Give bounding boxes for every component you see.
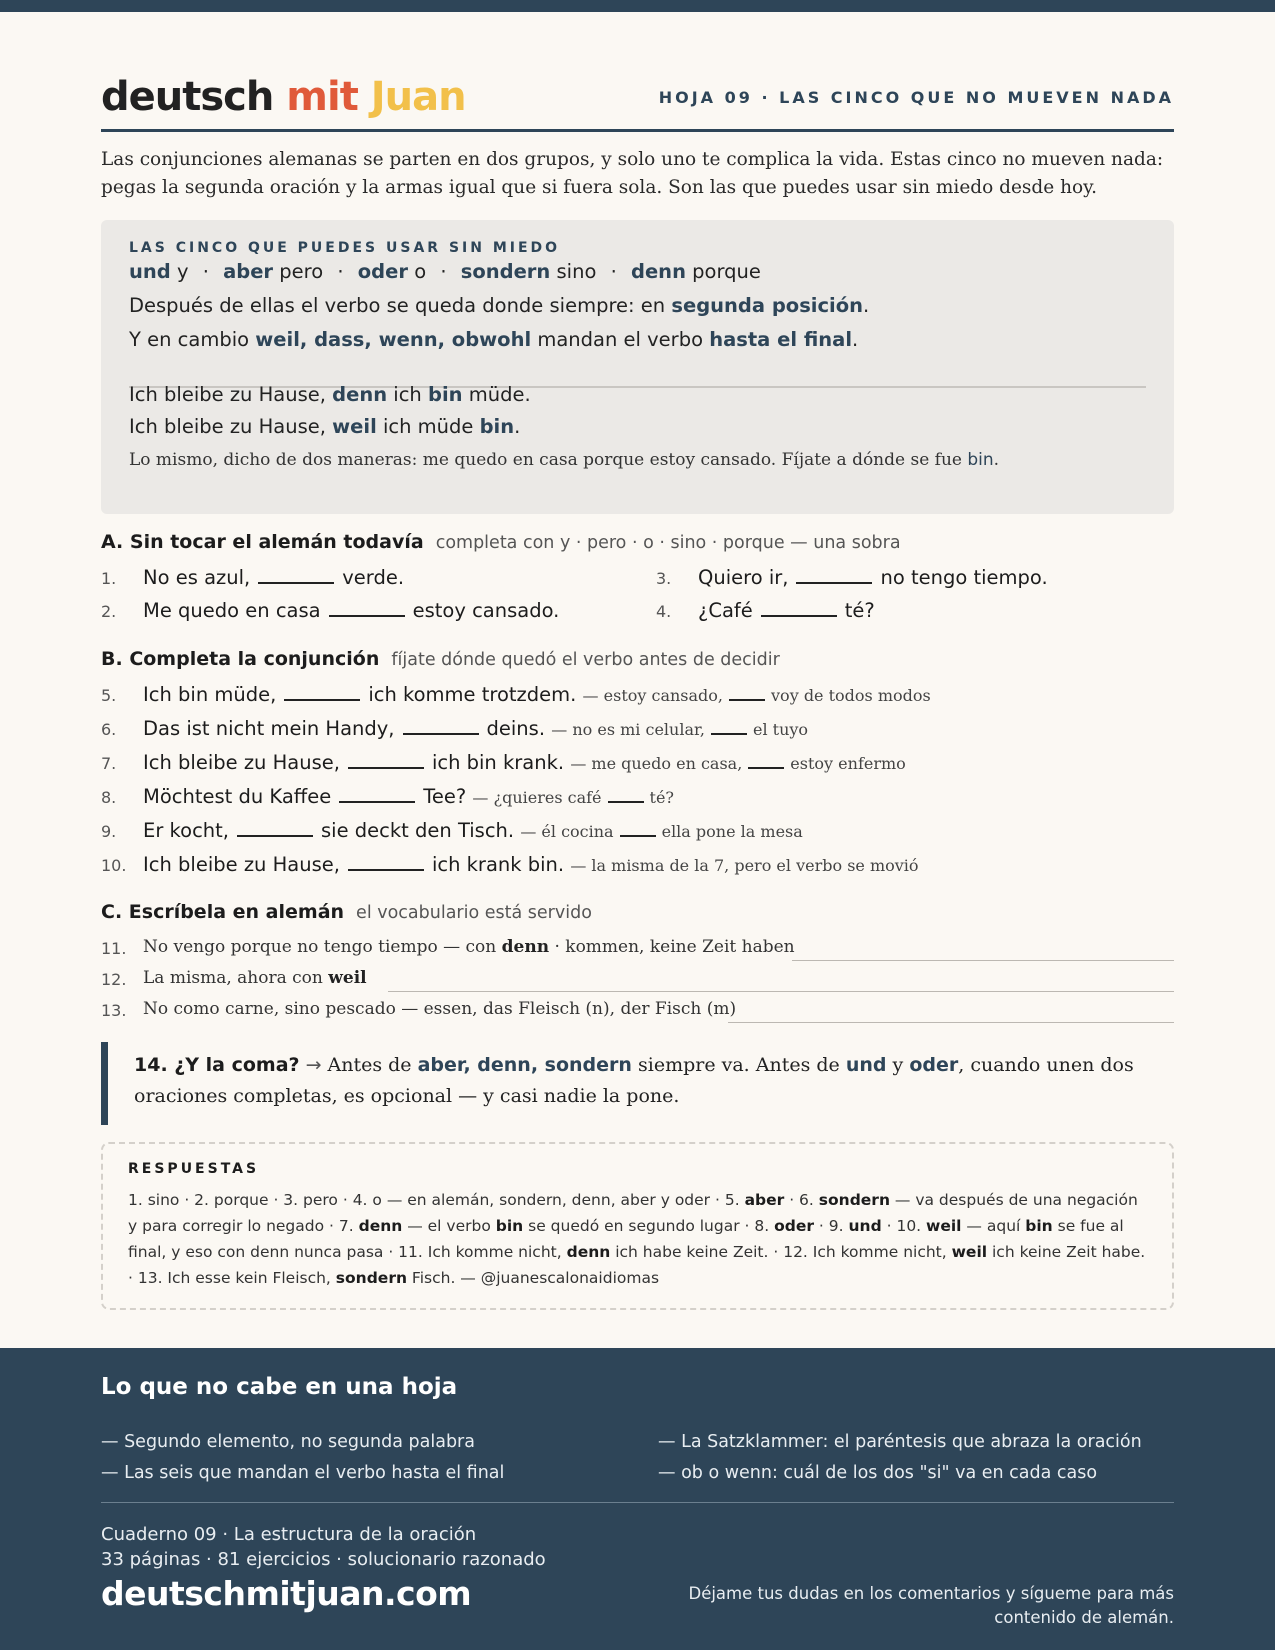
note-text: . bbox=[993, 450, 1000, 470]
callout-part: , cuando unen dos oraciones completas, es opcional — y casi nadie la pone. bbox=[134, 1054, 1134, 1107]
item-number: 5. bbox=[101, 686, 117, 705]
conj-und-es: y bbox=[176, 260, 189, 283]
highlight-segunda-posicion: segunda posición bbox=[671, 294, 864, 317]
footer-divider bbox=[101, 1502, 1174, 1503]
gloss-blank bbox=[729, 699, 765, 701]
highlight-hasta-el-final: hasta el final bbox=[709, 328, 852, 351]
example-highlight: denn bbox=[332, 383, 388, 406]
exercise-item bbox=[656, 566, 1174, 596]
gloss-part: — no es mi celular, bbox=[551, 720, 705, 739]
item-part: té? bbox=[844, 599, 875, 622]
answer-part: Fisch. — @juanescalonaidiomas bbox=[407, 1269, 660, 1287]
gloss-blank bbox=[608, 801, 644, 803]
answer-key-heading: RESPUESTAS bbox=[128, 1161, 260, 1177]
item-number: 11. bbox=[101, 939, 127, 958]
item-part: ich komme trotzdem. bbox=[368, 683, 577, 706]
answer-part: ich habe keine Zeit. · 12. Ich komme nicht, bbox=[610, 1243, 952, 1261]
item-text bbox=[143, 968, 367, 988]
footer bbox=[0, 1348, 1275, 1650]
writing-item bbox=[101, 997, 1174, 1025]
item-keyword: weil bbox=[328, 968, 367, 988]
section-c-title: C. Escríbela en alemán bbox=[101, 901, 345, 923]
gloss-part: — ¿quieres café bbox=[472, 788, 602, 807]
callout-highlight: und bbox=[845, 1054, 887, 1076]
answer-part: · 10. bbox=[881, 1217, 927, 1235]
conj-aber: aber bbox=[223, 260, 274, 283]
callout-part: siempre va. Antes de bbox=[631, 1054, 846, 1076]
item-text bbox=[143, 599, 559, 622]
conj-denn: denn bbox=[631, 260, 686, 283]
item-part: Tee? bbox=[423, 785, 467, 808]
item-part: No como carne, sino pescado — essen, das Fleisch (n), der Fisch (m) bbox=[143, 999, 737, 1019]
answer-blank[interactable] bbox=[258, 582, 334, 584]
answer-part: se quedó en segundo lugar · 8. bbox=[523, 1217, 775, 1235]
gloss-part: — me quedo en casa, bbox=[570, 754, 743, 773]
answer-bold: und bbox=[848, 1217, 882, 1235]
item-part: No es azul, bbox=[143, 566, 251, 589]
logo-part-deutsch: deutsch bbox=[101, 74, 274, 120]
item-part: ich krank bin. bbox=[431, 853, 565, 876]
answer-bold: sondern bbox=[335, 1269, 407, 1287]
item-part: La misma, ahora con bbox=[143, 968, 329, 988]
rule-line-second-position bbox=[129, 294, 869, 317]
item-number: 6. bbox=[101, 720, 117, 739]
rule-line-final-position bbox=[129, 328, 858, 351]
writing-item bbox=[101, 935, 1174, 963]
answer-bold: weil bbox=[926, 1217, 962, 1235]
note-text: Lo mismo, dicho de dos maneras: me quedo en casa porque estoy cansado. Fíjate a dónde se fue bbox=[129, 450, 968, 470]
exercise-item bbox=[101, 683, 1174, 713]
gloss-part: — estoy cansado, bbox=[582, 686, 724, 705]
footer-notebook-stats: 33 páginas · 81 ejercicios · solucionario razonado bbox=[101, 1549, 546, 1570]
section-a-title: A. Sin tocar el alemán todavía bbox=[101, 531, 424, 553]
answer-bold: bin bbox=[1025, 1217, 1053, 1235]
item-text bbox=[143, 999, 736, 1019]
answer-blank[interactable] bbox=[403, 733, 479, 735]
gloss-part: — él cocina bbox=[520, 822, 614, 841]
item-number: 10. bbox=[101, 856, 127, 875]
note-highlight: bin bbox=[967, 450, 994, 470]
sheet-title: HOJA 09 · LAS CINCO QUE NO MUEVEN NADA bbox=[658, 88, 1174, 107]
header bbox=[101, 70, 1174, 132]
rule-text: . bbox=[863, 294, 870, 317]
exercise-item bbox=[101, 717, 1174, 747]
callout-title: 14. ¿Y la coma? bbox=[134, 1054, 300, 1076]
footer-topic-link[interactable]: — La Satzklammer: el paréntesis que abraza la oración bbox=[658, 1432, 1142, 1452]
gloss-part: ella pone la mesa bbox=[661, 822, 803, 841]
comma-callout bbox=[101, 1042, 1174, 1125]
gloss bbox=[570, 754, 905, 773]
gloss: — la misma de la 7, pero el verbo se movió bbox=[570, 856, 919, 875]
answer-blank[interactable] bbox=[284, 699, 360, 701]
conj-und: und bbox=[129, 260, 171, 283]
answer-key-text bbox=[128, 1187, 1148, 1291]
item-keyword: denn bbox=[501, 937, 550, 957]
dot-separator: · bbox=[337, 260, 344, 283]
footer-notebook-title: Cuaderno 09 · La estructura de la oración bbox=[101, 1524, 477, 1545]
example-note bbox=[129, 450, 999, 470]
item-number: 7. bbox=[101, 754, 117, 773]
item-text bbox=[143, 751, 906, 774]
item-text bbox=[143, 717, 808, 740]
answer-line[interactable] bbox=[388, 991, 1174, 992]
answer-blank[interactable] bbox=[329, 615, 405, 617]
example-highlight: bin bbox=[479, 415, 515, 438]
item-text bbox=[698, 566, 1048, 589]
item-number: 9. bbox=[101, 822, 117, 841]
answer-bold: sondern bbox=[818, 1191, 890, 1209]
section-c-heading bbox=[101, 901, 592, 923]
gloss bbox=[520, 822, 802, 841]
answer-blank[interactable] bbox=[237, 835, 313, 837]
footer-topic-link[interactable]: — Las seis que mandan el verbo hasta el final bbox=[101, 1463, 505, 1483]
gloss-blank bbox=[748, 767, 784, 769]
gloss-part: el tuyo bbox=[752, 720, 809, 739]
callout-part: Antes de bbox=[327, 1054, 418, 1076]
answer-blank[interactable] bbox=[348, 767, 424, 769]
answer-key-box bbox=[101, 1142, 1174, 1310]
item-part: No vengo porque no tengo tiempo — con bbox=[143, 937, 502, 957]
item-part: Ich bin müde, bbox=[143, 683, 277, 706]
answer-part: se fue al final, y eso con denn nunca pasa · 11. Ich komme nicht, bbox=[128, 1217, 1124, 1261]
example-weil bbox=[129, 415, 520, 438]
rule-box-heading: LAS CINCO QUE PUEDES USAR SIN MIEDO bbox=[129, 240, 561, 256]
conj-sondern: sondern bbox=[460, 260, 551, 283]
item-part: ich bin krank. bbox=[431, 751, 565, 774]
dot-separator: · bbox=[610, 260, 617, 283]
gloss-part: té? bbox=[649, 788, 674, 807]
item-part: verde. bbox=[342, 566, 405, 589]
section-b-heading bbox=[101, 648, 780, 670]
highlight-subordinating-conj: weil, dass, wenn, obwohl bbox=[255, 328, 532, 351]
item-part: Er kocht, bbox=[143, 819, 229, 842]
logo bbox=[101, 74, 466, 120]
answer-bold: weil bbox=[951, 1243, 988, 1261]
answer-blank[interactable] bbox=[339, 801, 415, 803]
conj-sondern-es: sino bbox=[556, 260, 597, 283]
conjunction-list bbox=[129, 260, 761, 283]
answer-part: · 9. bbox=[814, 1217, 849, 1235]
callout-highlight: aber, denn, sondern bbox=[417, 1054, 632, 1076]
callout-highlight: oder bbox=[909, 1054, 959, 1076]
callout-part: y bbox=[886, 1054, 910, 1076]
item-text bbox=[143, 819, 803, 842]
answer-part: — va después de una negación y para corregir lo negado · 7. bbox=[128, 1191, 1138, 1235]
answer-bold: denn bbox=[566, 1243, 611, 1261]
example-highlight: weil bbox=[332, 415, 377, 438]
example-text: . bbox=[514, 415, 521, 438]
rule-text: mandan el verbo bbox=[531, 328, 710, 351]
gloss bbox=[551, 720, 808, 739]
gloss bbox=[472, 788, 674, 807]
answer-line[interactable] bbox=[792, 960, 1174, 961]
section-b-title: B. Completa la conjunción bbox=[101, 648, 380, 670]
section-b-subtitle: fíjate dónde quedó el verbo antes de decidir bbox=[391, 650, 780, 670]
item-number: 12. bbox=[101, 970, 127, 989]
gloss bbox=[583, 686, 931, 705]
example-text: Ich bleibe zu Hause, bbox=[129, 415, 333, 438]
item-number: 4. bbox=[656, 602, 672, 621]
intro-paragraph: Las conjunciones alemanas se parten en dos grupos, y solo uno te complica la vida. Estas cinco no mueven nada: pegas la segunda oración y la armas igual que si fuera sola. Son las que puedes usar sin miedo desde hoy. bbox=[101, 149, 1164, 198]
example-denn bbox=[129, 383, 531, 406]
item-part: sie deckt den Tisch. bbox=[321, 819, 515, 842]
conj-denn-es: porque bbox=[692, 260, 761, 283]
footer-topic-link[interactable]: — ob o wenn: cuál de los dos "si" va en cada caso bbox=[658, 1463, 1098, 1483]
example-text: ich müde bbox=[376, 415, 480, 438]
gloss-part: voy de todos modos bbox=[771, 686, 931, 705]
item-number: 8. bbox=[101, 788, 117, 807]
example-text: ich bbox=[387, 383, 428, 406]
arrow-icon: → bbox=[305, 1054, 322, 1076]
section-c-subtitle: el vocabulario está servido bbox=[356, 903, 592, 923]
exercise-item bbox=[101, 853, 1174, 883]
footer-topic-link[interactable]: — Segundo elemento, no segunda palabra bbox=[101, 1432, 475, 1452]
item-part: Ich bleibe zu Hause, bbox=[143, 853, 340, 876]
footer-title: Lo que no cabe en una hoja bbox=[101, 1374, 458, 1400]
example-text: müde. bbox=[462, 383, 531, 406]
item-part: Das ist nicht mein Handy, bbox=[143, 717, 395, 740]
item-part: estoy cansado. bbox=[412, 599, 560, 622]
callout-text bbox=[134, 1050, 1164, 1112]
answer-part: · 6. bbox=[784, 1191, 819, 1209]
answer-bold: aber bbox=[744, 1191, 785, 1209]
answer-blank[interactable] bbox=[348, 869, 424, 871]
answer-part: — aquí bbox=[961, 1217, 1026, 1235]
exercise-item bbox=[101, 819, 1174, 849]
rule-box bbox=[101, 220, 1174, 514]
answer-part: 1. sino · 2. porque · 3. pero · 4. o — en alemán, sondern, denn, aber y oder · 5. bbox=[128, 1191, 745, 1209]
gloss-part: estoy enfermo bbox=[790, 754, 906, 773]
rule-text: Después de ellas el verbo se queda donde siempre: en bbox=[129, 294, 672, 317]
answer-blank[interactable] bbox=[796, 582, 872, 584]
item-text bbox=[143, 683, 931, 706]
rule-text: Y en cambio bbox=[129, 328, 256, 351]
item-part: deins. bbox=[486, 717, 546, 740]
item-text bbox=[143, 785, 674, 808]
example-text: Ich bleibe zu Hause, bbox=[129, 383, 333, 406]
footer-call-to-action: Déjame tus dudas en los comentarios y sígueme para más contenido de alemán. bbox=[688, 1584, 1174, 1627]
item-part: Möchtest du Kaffee bbox=[143, 785, 332, 808]
logo-part-juan: Juan bbox=[370, 74, 466, 120]
section-a-subtitle: completa con y · pero · o · sino · porque — una sobra bbox=[435, 533, 901, 553]
item-part: no tengo tiempo. bbox=[880, 566, 1048, 589]
section-a-heading bbox=[101, 531, 901, 553]
answer-bold: oder bbox=[774, 1217, 814, 1235]
item-text bbox=[698, 599, 875, 622]
item-number: 2. bbox=[101, 602, 117, 621]
exercise-item bbox=[101, 785, 1174, 815]
item-part: ¿Café bbox=[698, 599, 753, 622]
gloss-blank bbox=[620, 835, 656, 837]
item-number: 1. bbox=[101, 569, 117, 588]
answer-part: — el verbo bbox=[402, 1217, 496, 1235]
top-accent-bar bbox=[0, 0, 1275, 12]
rule-text: . bbox=[852, 328, 859, 351]
answer-bold: bin bbox=[495, 1217, 524, 1235]
answer-bold: denn bbox=[358, 1217, 403, 1235]
website-link[interactable]: deutschmitjuan.com bbox=[101, 1574, 472, 1613]
item-part: Quiero ir, bbox=[698, 566, 789, 589]
item-part: · kommen, keine Zeit haben bbox=[549, 937, 795, 957]
item-number: 3. bbox=[656, 569, 672, 588]
gloss-blank bbox=[711, 733, 747, 735]
item-part: Ich bleibe zu Hause, bbox=[143, 751, 340, 774]
dot-separator: · bbox=[202, 260, 209, 283]
item-text bbox=[143, 566, 404, 589]
conj-oder: oder bbox=[357, 260, 408, 283]
example-highlight: bin bbox=[428, 383, 463, 406]
answer-line[interactable] bbox=[728, 1022, 1174, 1023]
logo-part-mit: mit bbox=[286, 74, 358, 120]
exercise-item bbox=[101, 566, 621, 596]
dot-separator: · bbox=[440, 260, 447, 283]
writing-item bbox=[101, 966, 1174, 994]
exercise-item bbox=[656, 599, 1174, 629]
item-number: 13. bbox=[101, 1001, 127, 1020]
item-text bbox=[143, 853, 919, 876]
conj-aber-es: pero bbox=[279, 260, 324, 283]
answer-blank[interactable] bbox=[761, 615, 837, 617]
answer-part: ich keine Zeit habe. · 13. Ich esse kein Fleisch, bbox=[128, 1243, 1146, 1287]
item-part: Me quedo en casa bbox=[143, 599, 321, 622]
item-text bbox=[143, 937, 795, 957]
exercise-item bbox=[101, 599, 621, 629]
conj-oder-es: o bbox=[414, 260, 427, 283]
exercise-item bbox=[101, 751, 1174, 781]
